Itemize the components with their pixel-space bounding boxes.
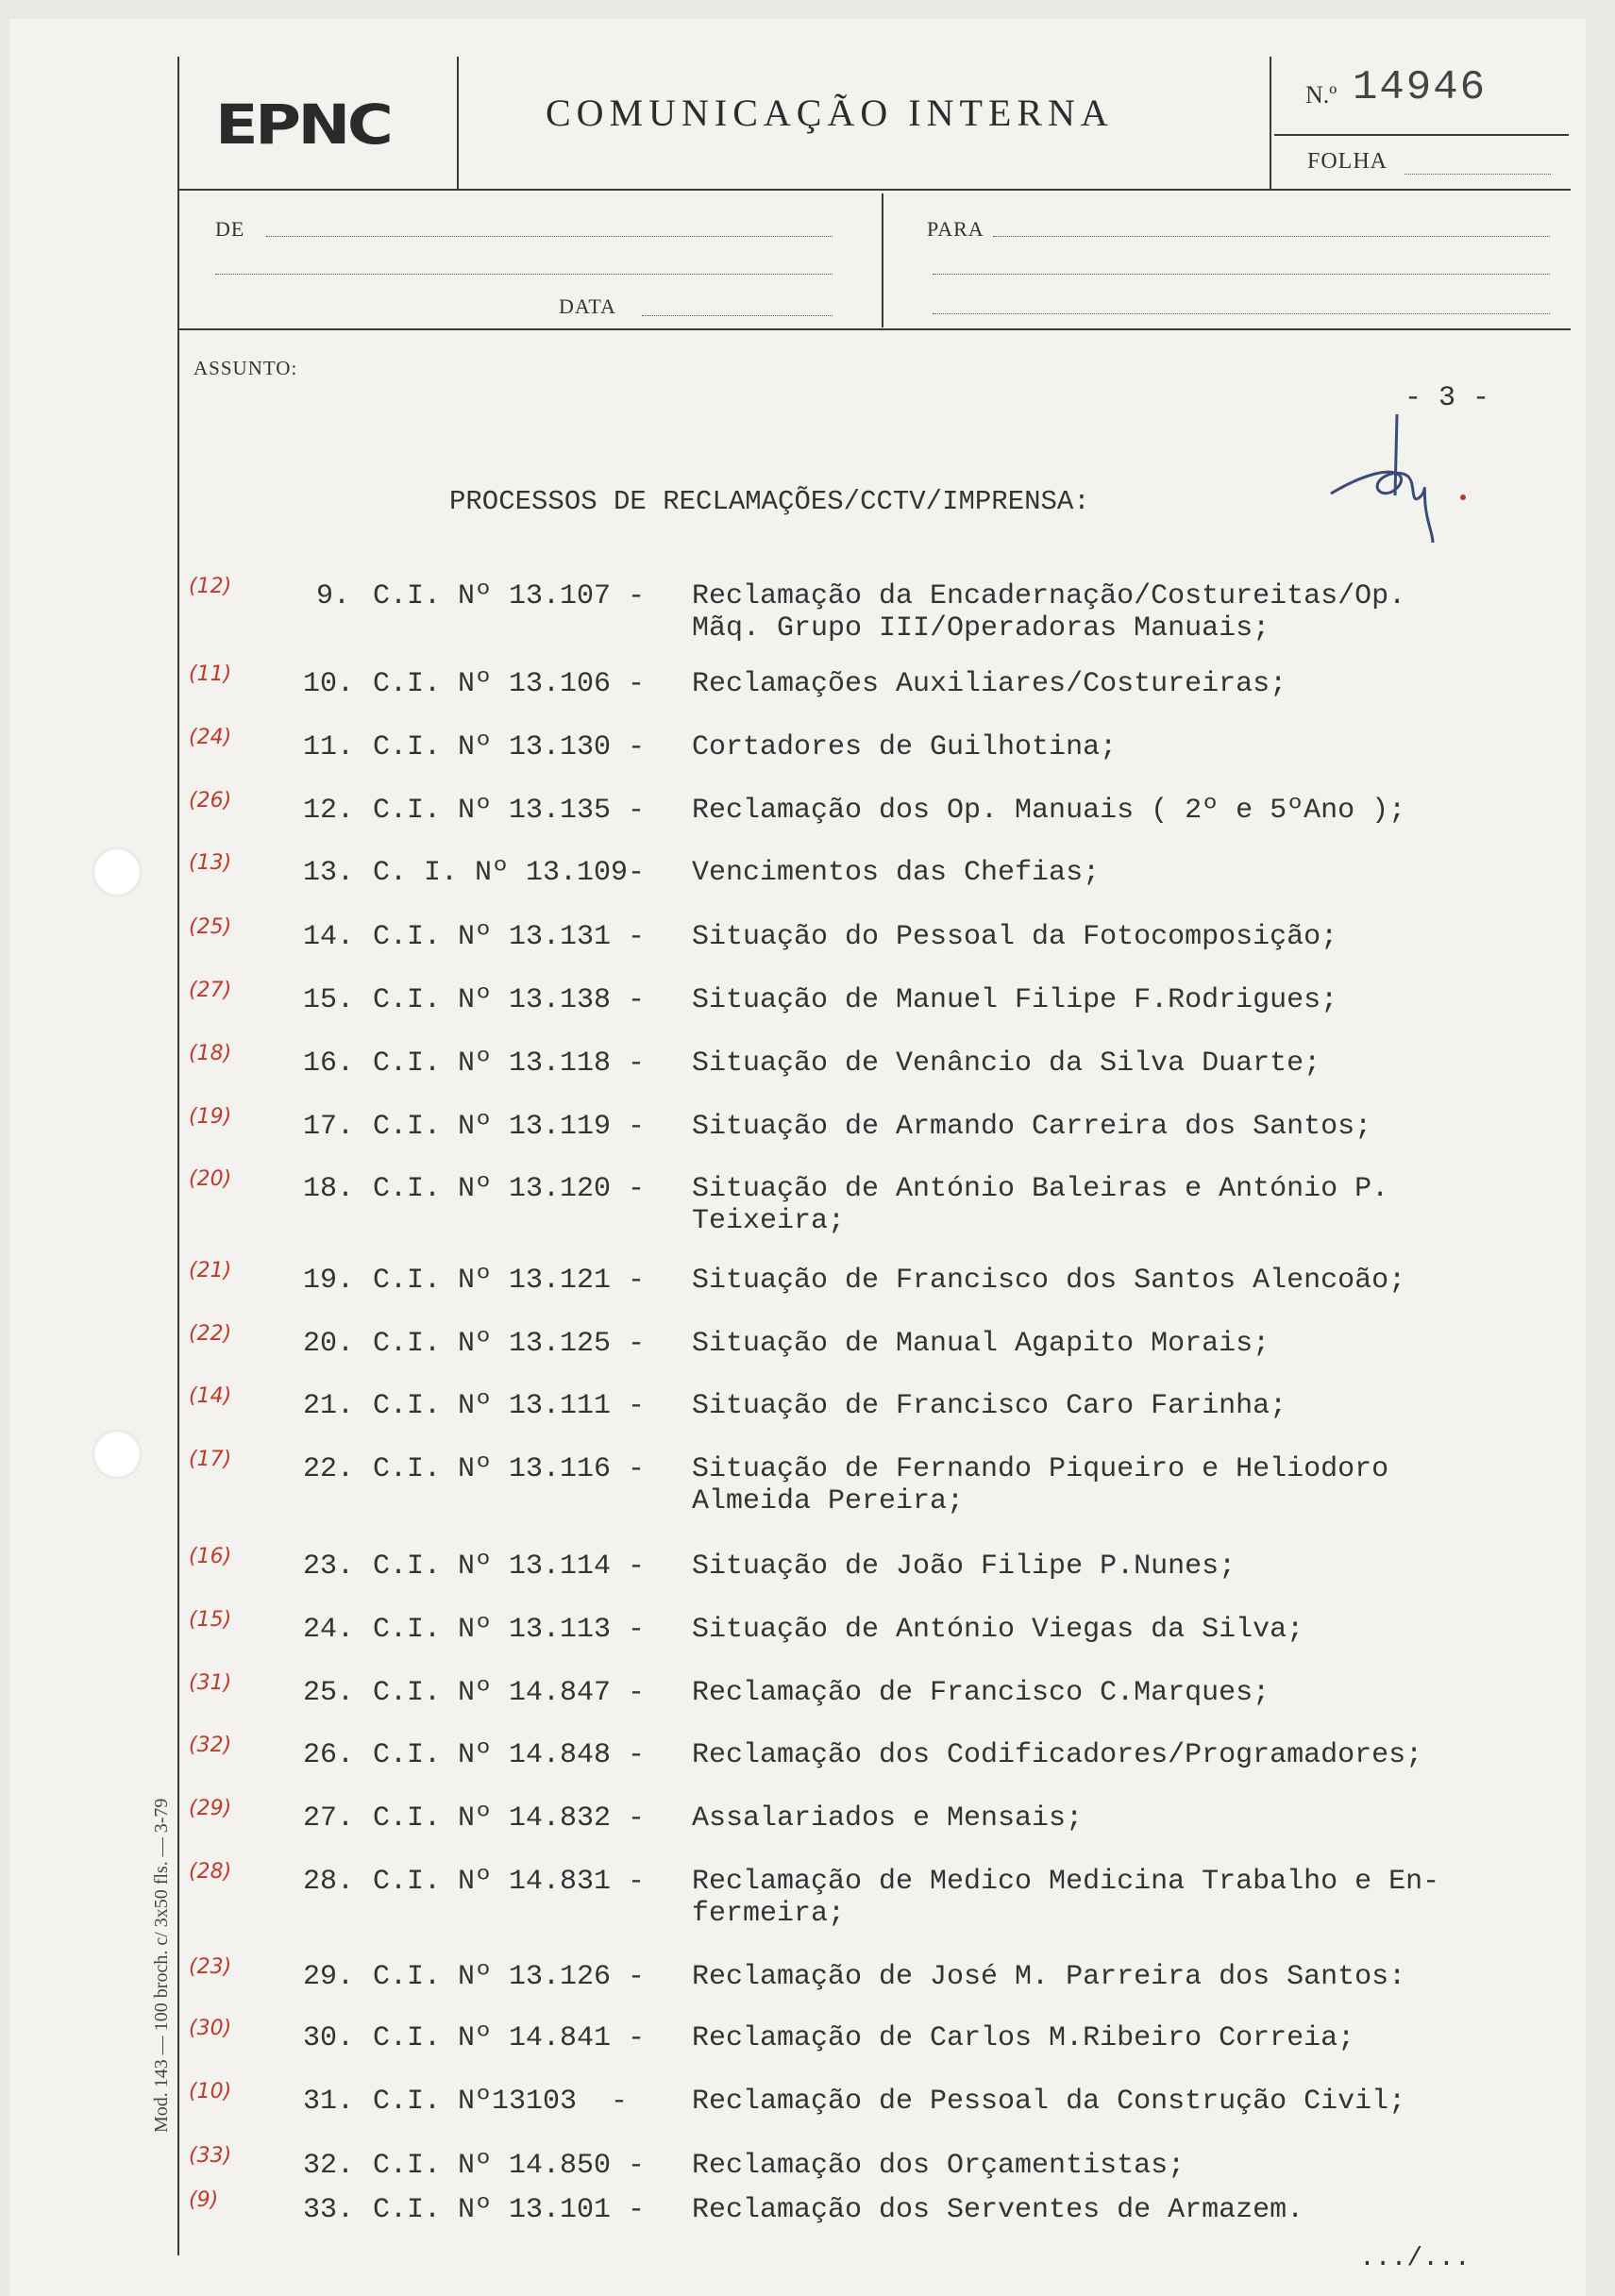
item-number: 22. xyxy=(303,1453,355,1485)
handwritten-index: (25) xyxy=(189,915,232,939)
company-logo: EPNC xyxy=(215,92,391,157)
item-description: Reclamação de Francisco C.Marques; xyxy=(692,1677,1270,1709)
list-item xyxy=(0,1448,1615,1517)
item-number: 26. xyxy=(303,1739,355,1771)
list-item xyxy=(0,1608,1615,1670)
ci-reference: C.I. Nº 13.130 - xyxy=(373,731,646,763)
para-field-line-2 xyxy=(933,274,1550,275)
ci-reference: C.I. Nº 13.118 - xyxy=(373,1047,646,1080)
handwritten-index: (26) xyxy=(189,789,232,813)
data-field xyxy=(642,315,833,316)
item-description-continued: Teixeira; xyxy=(692,1205,846,1237)
list-item xyxy=(0,1545,1615,1607)
ci-reference: C.I. Nº 13.125 - xyxy=(373,1328,646,1360)
ci-reference: C.I. Nº 13.101 - xyxy=(373,2194,646,2226)
item-description-continued: fermeira; xyxy=(692,1898,846,1930)
list-item xyxy=(0,1797,1615,1859)
para-label: PARA xyxy=(927,217,984,241)
number-label: N.º xyxy=(1305,81,1337,109)
item-number: 25. xyxy=(303,1677,355,1709)
handwritten-index: (15) xyxy=(189,1608,232,1632)
ci-reference: C.I. Nº 13.121 - xyxy=(373,1265,646,1297)
handwritten-index: (29) xyxy=(189,1797,232,1820)
ci-reference: C.I. Nº 13.111 - xyxy=(373,1390,646,1422)
ci-reference: C.I. Nº13103 - xyxy=(373,2086,629,2118)
item-description: Reclamação da Encadernação/Costureitas/Op. xyxy=(692,580,1406,612)
ci-reference: C.I. Nº 13.120 - xyxy=(373,1173,646,1205)
handwritten-index: (27) xyxy=(189,979,232,1002)
list-item xyxy=(0,1384,1615,1447)
item-number: 20. xyxy=(303,1328,355,1360)
list-item xyxy=(0,789,1615,851)
item-description: Reclamação dos Op. Manuais ( 2º e 5ºAno ); xyxy=(692,795,1406,827)
item-number: 13. xyxy=(303,857,355,889)
item-description: Reclamação de José M. Parreira dos Santos: xyxy=(692,1961,1406,1993)
handwritten-index: (31) xyxy=(189,1671,232,1695)
handwritten-index: (33) xyxy=(189,2144,232,2168)
punch-hole-top xyxy=(93,847,142,897)
item-description: Reclamações Auxiliares/Costureiras; xyxy=(692,668,1287,700)
item-number: 30. xyxy=(303,2022,355,2054)
para-field-line-3 xyxy=(933,313,1550,314)
item-number: 12. xyxy=(303,795,355,827)
item-number: 32. xyxy=(303,2150,355,2182)
ci-reference: C.I. Nº 14.850 - xyxy=(373,2150,646,2182)
list-item xyxy=(0,1671,1615,1734)
ci-reference: C.I. Nº 14.848 - xyxy=(373,1739,646,1771)
folha-label: FOLHA xyxy=(1307,149,1388,174)
item-description: Situação de António Baleiras e António P. xyxy=(692,1173,1389,1205)
item-description: Reclamação de Carlos M.Ribeiro Correia; xyxy=(692,2022,1355,2054)
ci-reference: C.I. Nº 13.107 - xyxy=(373,580,646,612)
item-number: 16. xyxy=(303,1047,355,1080)
routing-bottom-border xyxy=(177,328,1571,330)
item-number: 21. xyxy=(303,1390,355,1422)
ci-reference: C.I. Nº 14.847 - xyxy=(373,1677,646,1709)
logo-divider xyxy=(457,57,459,189)
ci-reference: C.I. Nº 13.114 - xyxy=(373,1550,646,1583)
item-number: 29. xyxy=(303,1961,355,1993)
item-description: Situação de António Viegas da Silva; xyxy=(692,1614,1304,1646)
item-description: Situação de Francisco dos Santos Alencoão; xyxy=(692,1265,1406,1297)
ci-reference: C.I. Nº 13.131 - xyxy=(373,921,646,953)
handwritten-index: (30) xyxy=(189,2017,232,2040)
list-item xyxy=(0,1955,1615,2018)
item-number: 15. xyxy=(303,984,355,1016)
data-label: DATA xyxy=(559,294,616,318)
assunto-label: ASSUNTO: xyxy=(193,357,298,379)
item-description: Cortadores de Guilhotina; xyxy=(692,731,1118,763)
de-field xyxy=(266,236,833,237)
list-item xyxy=(0,1042,1615,1104)
handwritten-index: (21) xyxy=(189,1259,232,1282)
handwritten-index: (12) xyxy=(189,575,232,598)
list-item xyxy=(0,662,1615,725)
item-description: Situação de Armando Carreira dos Santos; xyxy=(692,1111,1372,1143)
list-item xyxy=(0,1322,1615,1384)
continuation-mark: .../... xyxy=(1359,2244,1471,2273)
item-description: Reclamação de Pessoal da Construção Civil; xyxy=(692,2086,1406,2118)
de-label: DE xyxy=(215,217,245,241)
section-title: PROCESSOS DE RECLAMAÇÕES/CCTV/IMPRENSA: xyxy=(449,486,1090,517)
item-number: 11. xyxy=(303,731,355,763)
punch-hole-bottom xyxy=(93,1430,142,1479)
item-number: 27. xyxy=(303,1802,355,1835)
item-description: Situação de Manual Agapito Morais; xyxy=(692,1328,1270,1360)
handwritten-index: (18) xyxy=(189,1042,232,1065)
item-number: 17. xyxy=(303,1111,355,1143)
handwritten-index: (9) xyxy=(189,2188,219,2212)
handwritten-index: (20) xyxy=(189,1167,232,1191)
list-item xyxy=(0,979,1615,1041)
item-description: Vencimentos das Chefias; xyxy=(692,857,1101,889)
list-item xyxy=(0,915,1615,978)
ci-reference: C.I. Nº 13.113 - xyxy=(373,1614,646,1646)
de-para-divider xyxy=(882,193,883,327)
ci-reference: C.I. Nº 14.832 - xyxy=(373,1802,646,1835)
item-description: Reclamação dos Codificadores/Programadores; xyxy=(692,1739,1423,1771)
item-number: 18. xyxy=(303,1173,355,1205)
list-item xyxy=(0,1860,1615,1930)
list-item xyxy=(0,851,1615,913)
handwritten-index: (16) xyxy=(189,1545,232,1568)
list-item xyxy=(0,1167,1615,1237)
signature-mark xyxy=(1321,411,1472,543)
item-description: Situação de Venâncio da Silva Duarte; xyxy=(692,1047,1321,1080)
ci-reference: C. I. Nº 13.109- xyxy=(373,857,646,889)
handwritten-index: (24) xyxy=(189,726,232,749)
item-number: 28. xyxy=(303,1866,355,1898)
item-number: 19. xyxy=(303,1265,355,1297)
handwritten-index: (17) xyxy=(189,1448,232,1471)
ci-reference: C.I. Nº 13.116 - xyxy=(373,1453,646,1485)
item-description: Situação de Manuel Filipe F.Rodrigues; xyxy=(692,984,1338,1016)
folha-field xyxy=(1405,174,1551,175)
number-underline xyxy=(1274,134,1569,136)
item-description: Situação de João Filipe P.Nunes; xyxy=(692,1550,1236,1583)
item-description: Reclamação de Medico Medicina Trabalho e En- xyxy=(692,1866,1440,1898)
list-item xyxy=(0,2188,1615,2251)
ci-reference: C.I. Nº 13.135 - xyxy=(373,795,646,827)
de-field-line-2 xyxy=(215,274,833,275)
handwritten-index: (13) xyxy=(189,851,232,875)
list-item xyxy=(0,2080,1615,2142)
item-description: Assalariados e Mensais; xyxy=(692,1802,1084,1835)
handwritten-index: (19) xyxy=(189,1105,232,1129)
item-number: 31. xyxy=(303,2086,355,2118)
list-item xyxy=(0,1734,1615,1796)
form-model-note: Mod. 143 — 100 broch. c/ 3x50 fls. — 3-79 xyxy=(151,1798,172,2133)
ci-reference: C.I. Nº 13.138 - xyxy=(373,984,646,1016)
list-item xyxy=(0,726,1615,788)
number-divider xyxy=(1270,57,1271,189)
item-description: Situação de Fernando Piqueiro e Heliodoro xyxy=(692,1453,1389,1485)
handwritten-index: (32) xyxy=(189,1734,232,1757)
document-title: COMUNICAÇÃO INTERNA xyxy=(546,92,1114,134)
header-bottom-border xyxy=(177,189,1571,191)
item-number: 14. xyxy=(303,921,355,953)
item-number: 33. xyxy=(303,2194,355,2226)
para-field xyxy=(993,236,1550,237)
item-number: 10. xyxy=(303,668,355,700)
handwritten-index: (14) xyxy=(189,1384,232,1408)
item-description: Reclamação dos Serventes de Armazem. xyxy=(692,2194,1304,2226)
item-description-continued: Almeida Pereira; xyxy=(692,1485,965,1517)
item-number: 24. xyxy=(303,1614,355,1646)
ci-reference: C.I. Nº 13.106 - xyxy=(373,668,646,700)
list-item xyxy=(0,2017,1615,2079)
ci-reference: C.I. Nº 14.841 - xyxy=(373,2022,646,2054)
handwritten-index: (23) xyxy=(189,1955,232,1979)
item-description: Situação de Francisco Caro Farinha; xyxy=(692,1390,1287,1422)
list-item xyxy=(0,575,1615,645)
ci-reference: C.I. Nº 13.126 - xyxy=(373,1961,646,1993)
handwritten-index: (28) xyxy=(189,1860,232,1884)
item-description-continued: Mãq. Grupo III/Operadoras Manuais; xyxy=(692,612,1270,645)
document-number: 14946 xyxy=(1353,64,1488,111)
item-description: Reclamação dos Orçamentistas; xyxy=(692,2150,1186,2182)
list-item xyxy=(0,1259,1615,1321)
handwritten-index: (22) xyxy=(189,1322,232,1346)
item-number: 9. xyxy=(316,580,351,612)
page-marker: - 3 - xyxy=(1405,382,1490,414)
list-item xyxy=(0,1105,1615,1167)
item-description: Situação do Pessoal da Fotocomposição; xyxy=(692,921,1338,953)
ci-reference: C.I. Nº 13.119 - xyxy=(373,1111,646,1143)
handwritten-index: (11) xyxy=(189,662,232,686)
ci-reference: C.I. Nº 14.831 - xyxy=(373,1866,646,1898)
handwritten-index: (10) xyxy=(189,2080,232,2103)
item-number: 23. xyxy=(303,1550,355,1583)
